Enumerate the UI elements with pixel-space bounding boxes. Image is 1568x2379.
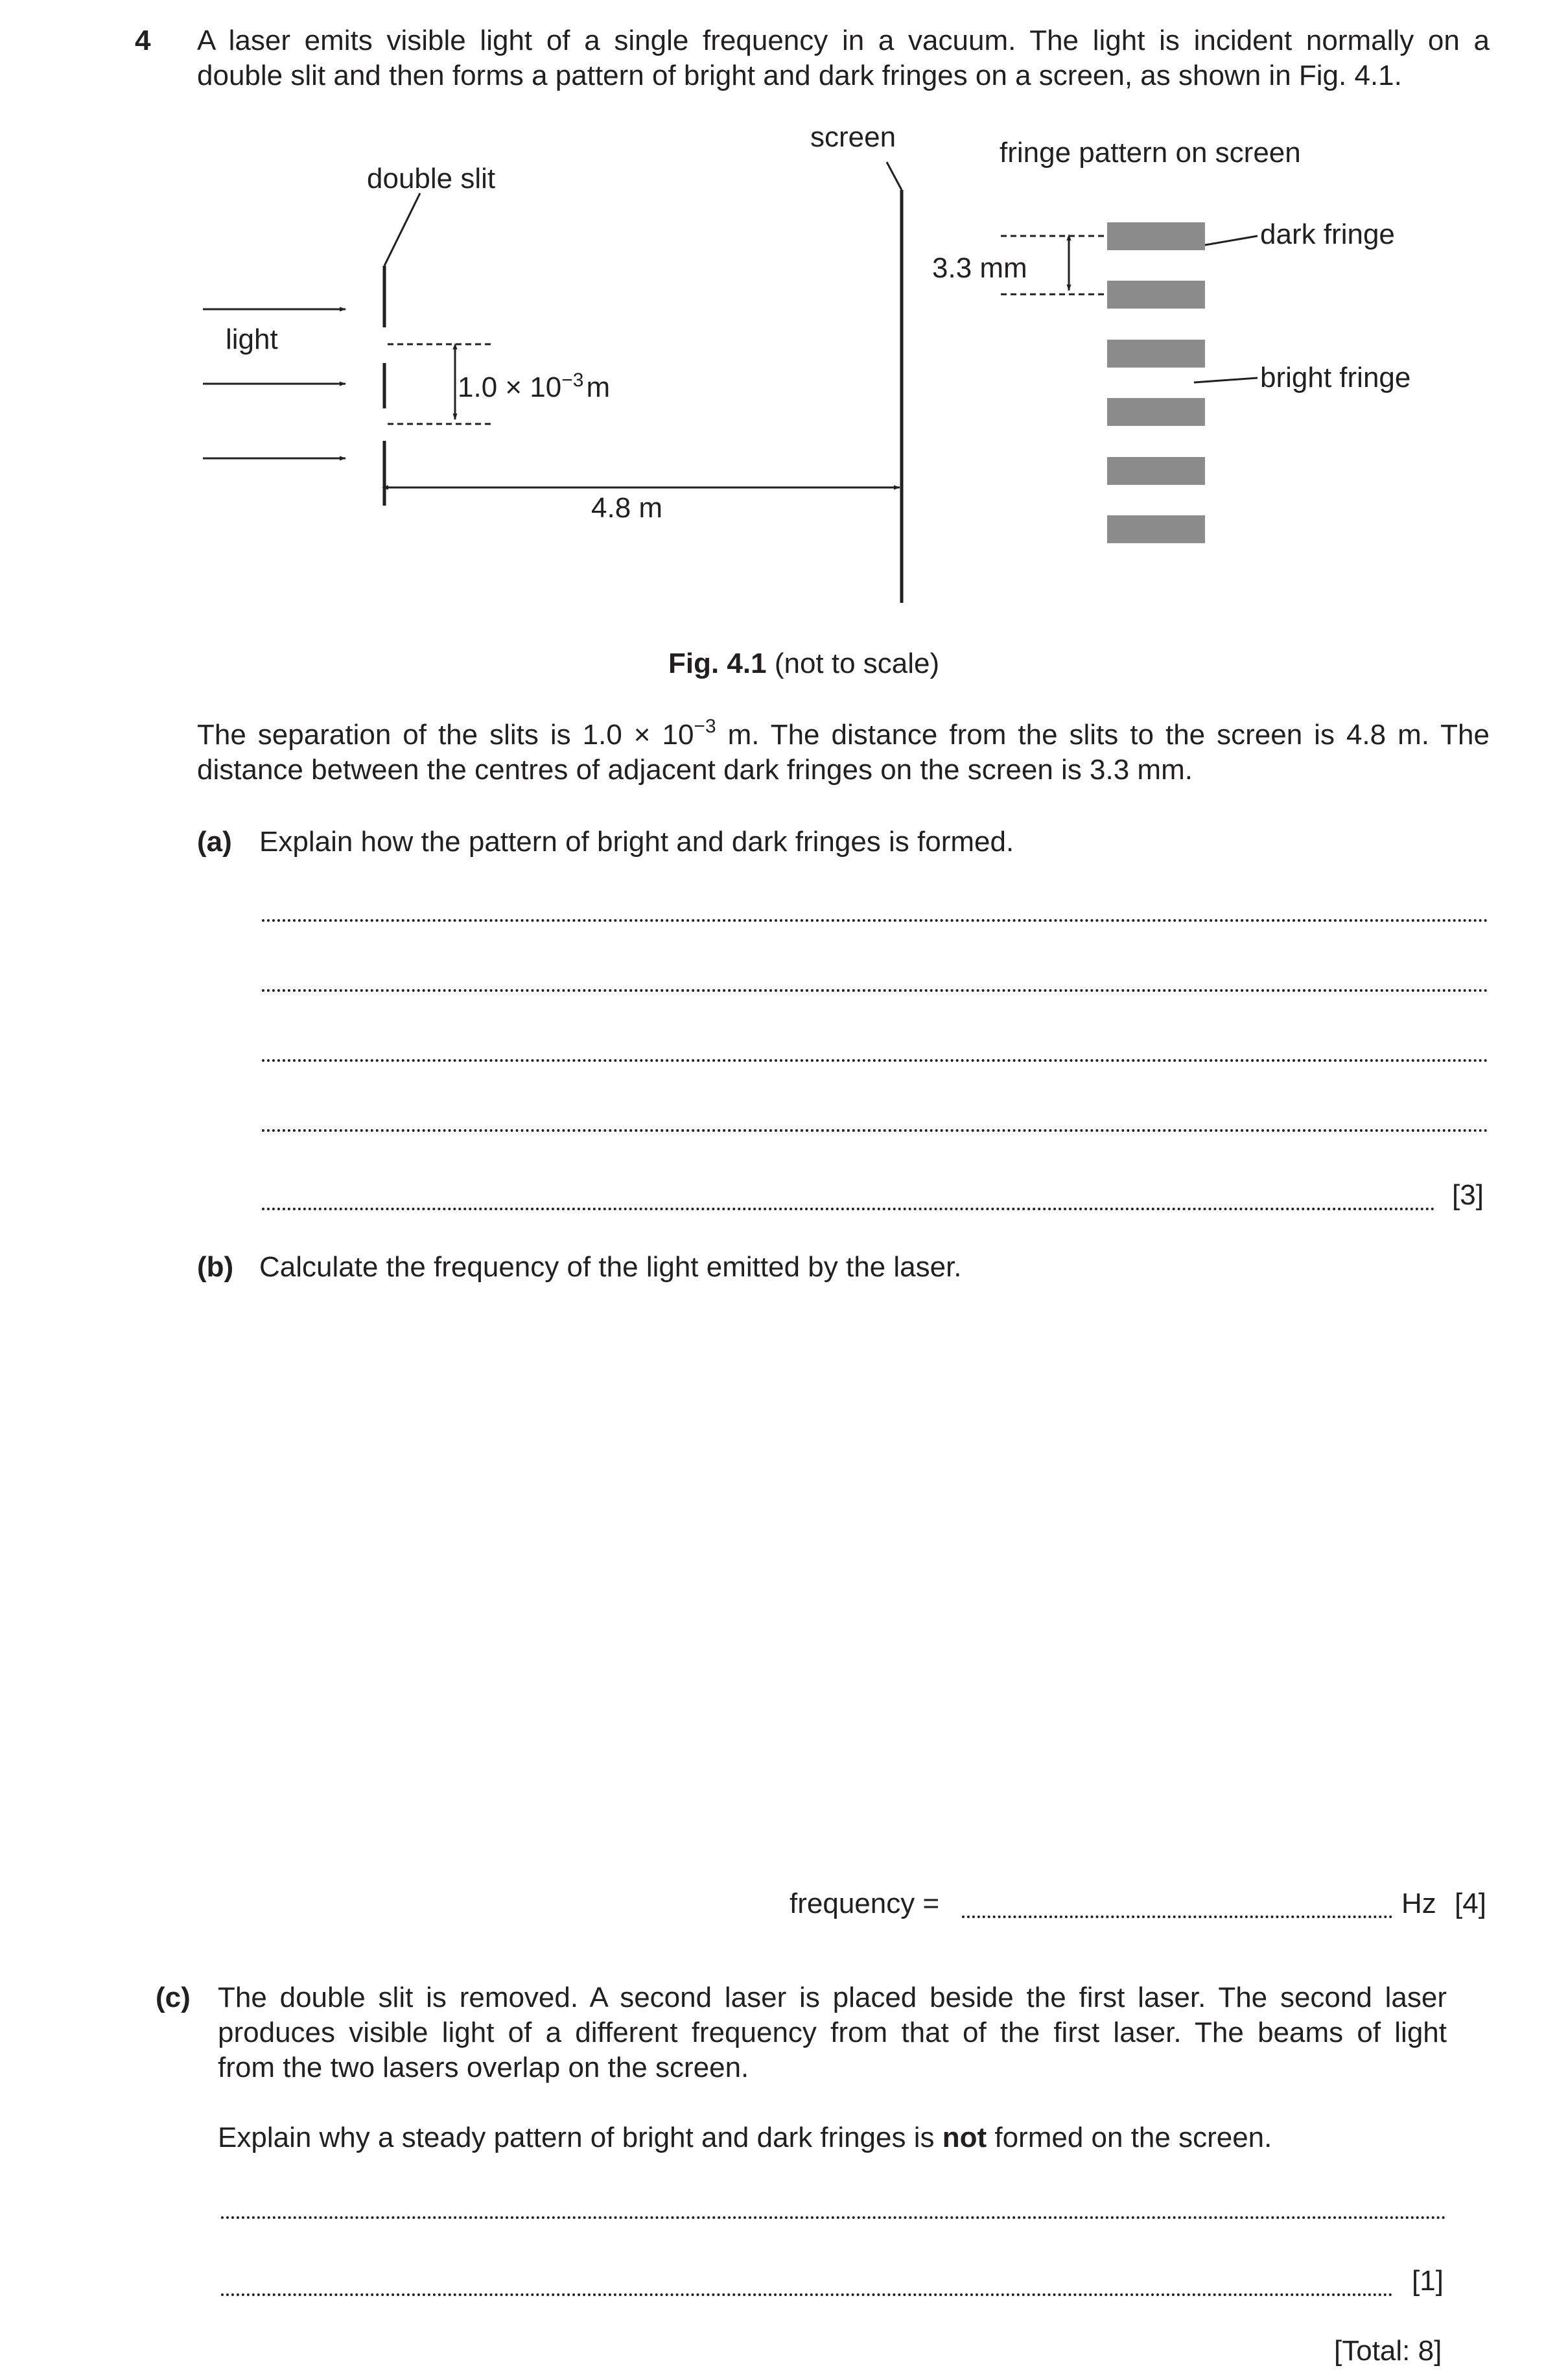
part-c-answer-line-1[interactable]	[221, 2216, 1446, 2219]
fringe-pattern	[1107, 222, 1205, 543]
question-intro-line-2: double slit and then forms a pattern of bright and dark fringes on a screen, as shown in Fig. 4.1.	[197, 60, 1402, 91]
slit-separation-label: $1.0 \times 10^{-3}m$	[458, 369, 611, 403]
info-line-2: distance between the centres of adjacent dark fringes on the screen is 3.3 mm.	[197, 754, 1193, 786]
part-c-question: Explain why a steady pattern of bright and dark fringes is not formed on the screen.	[218, 2122, 1272, 2153]
part-a-answer-line-1[interactable]	[262, 919, 1488, 922]
fringe-spacing-label: 3.3 mm	[932, 252, 1027, 284]
dark-fringe-1	[1107, 222, 1205, 250]
part-c-line-3: from the two lasers overlap on the screen.	[218, 2052, 749, 2083]
screen-label: screen	[810, 121, 896, 153]
part-c-line-1: The double slit is removed. A second laser is placed beside the first laser. The second laser	[218, 1982, 1447, 2013]
part-a-marks: [3]	[1452, 1179, 1484, 1211]
part-a-answer-line-5[interactable]	[262, 1208, 1435, 1210]
dark-fringe-6	[1107, 515, 1205, 543]
part-c-marks: [1]	[1412, 2265, 1444, 2297]
dark-fringe-label: dark fringe	[1260, 218, 1395, 250]
distance-label: 4.8 m	[591, 492, 663, 524]
dark-fringe-leader	[1205, 236, 1258, 245]
bright-fringe-label: bright fringe	[1260, 362, 1411, 393]
part-a-answer-line-4[interactable]	[262, 1129, 1488, 1132]
fringe-pattern-label: fringe pattern on screen	[1000, 137, 1301, 169]
screen-leader	[887, 162, 902, 190]
part-c-label: (c)	[156, 1982, 191, 2013]
double-slit-label: double slit	[367, 163, 496, 194]
figure-4-1	[0, 0, 1568, 648]
bright-fringe-leader	[1194, 378, 1258, 382]
part-a-answer-line-2[interactable]	[262, 989, 1488, 992]
frequency-answer-line[interactable]	[962, 1916, 1392, 1918]
part-b-marks: [4]	[1455, 1888, 1486, 1919]
dark-fringe-4	[1107, 398, 1205, 426]
dark-fringe-2	[1107, 281, 1205, 309]
info-line-1: The separation of the slits is $1.0 \times 10^{-3}$ m. The distance from the slits to the screen is 4.8 m. The	[197, 716, 1490, 751]
figure-caption-text: Fig. 4.1 (not to scale)	[668, 648, 940, 679]
part-a-answer-line-3[interactable]	[262, 1059, 1488, 1062]
part-a-label: (a)	[197, 826, 232, 858]
part-c-line-2: produces visible light of a different frequency from that of the first laser. The beams of light	[218, 2017, 1447, 2048]
part-b-label: (b)	[197, 1251, 234, 1283]
frequency-label: frequency =	[790, 1888, 940, 1919]
total-marks: [Total: 8]	[1334, 2335, 1442, 2367]
dark-fringe-5	[1107, 457, 1205, 485]
part-b-question: Calculate the frequency of the light emitted by the laser.	[259, 1251, 962, 1283]
part-c-answer-line-2[interactable]	[221, 2293, 1393, 2296]
question-number: 4	[135, 25, 151, 56]
question-intro-line-1: A laser emits visible light of a single frequency in a vacuum. The light is incident normally on a	[197, 25, 1490, 56]
part-a-question: Explain how the pattern of bright and dark fringes is formed.	[259, 826, 1014, 858]
frequency-unit: Hz	[1401, 1888, 1436, 1919]
light-label: light	[226, 323, 278, 355]
dark-fringe-3	[1107, 340, 1205, 368]
double-slit-leader	[384, 193, 420, 266]
